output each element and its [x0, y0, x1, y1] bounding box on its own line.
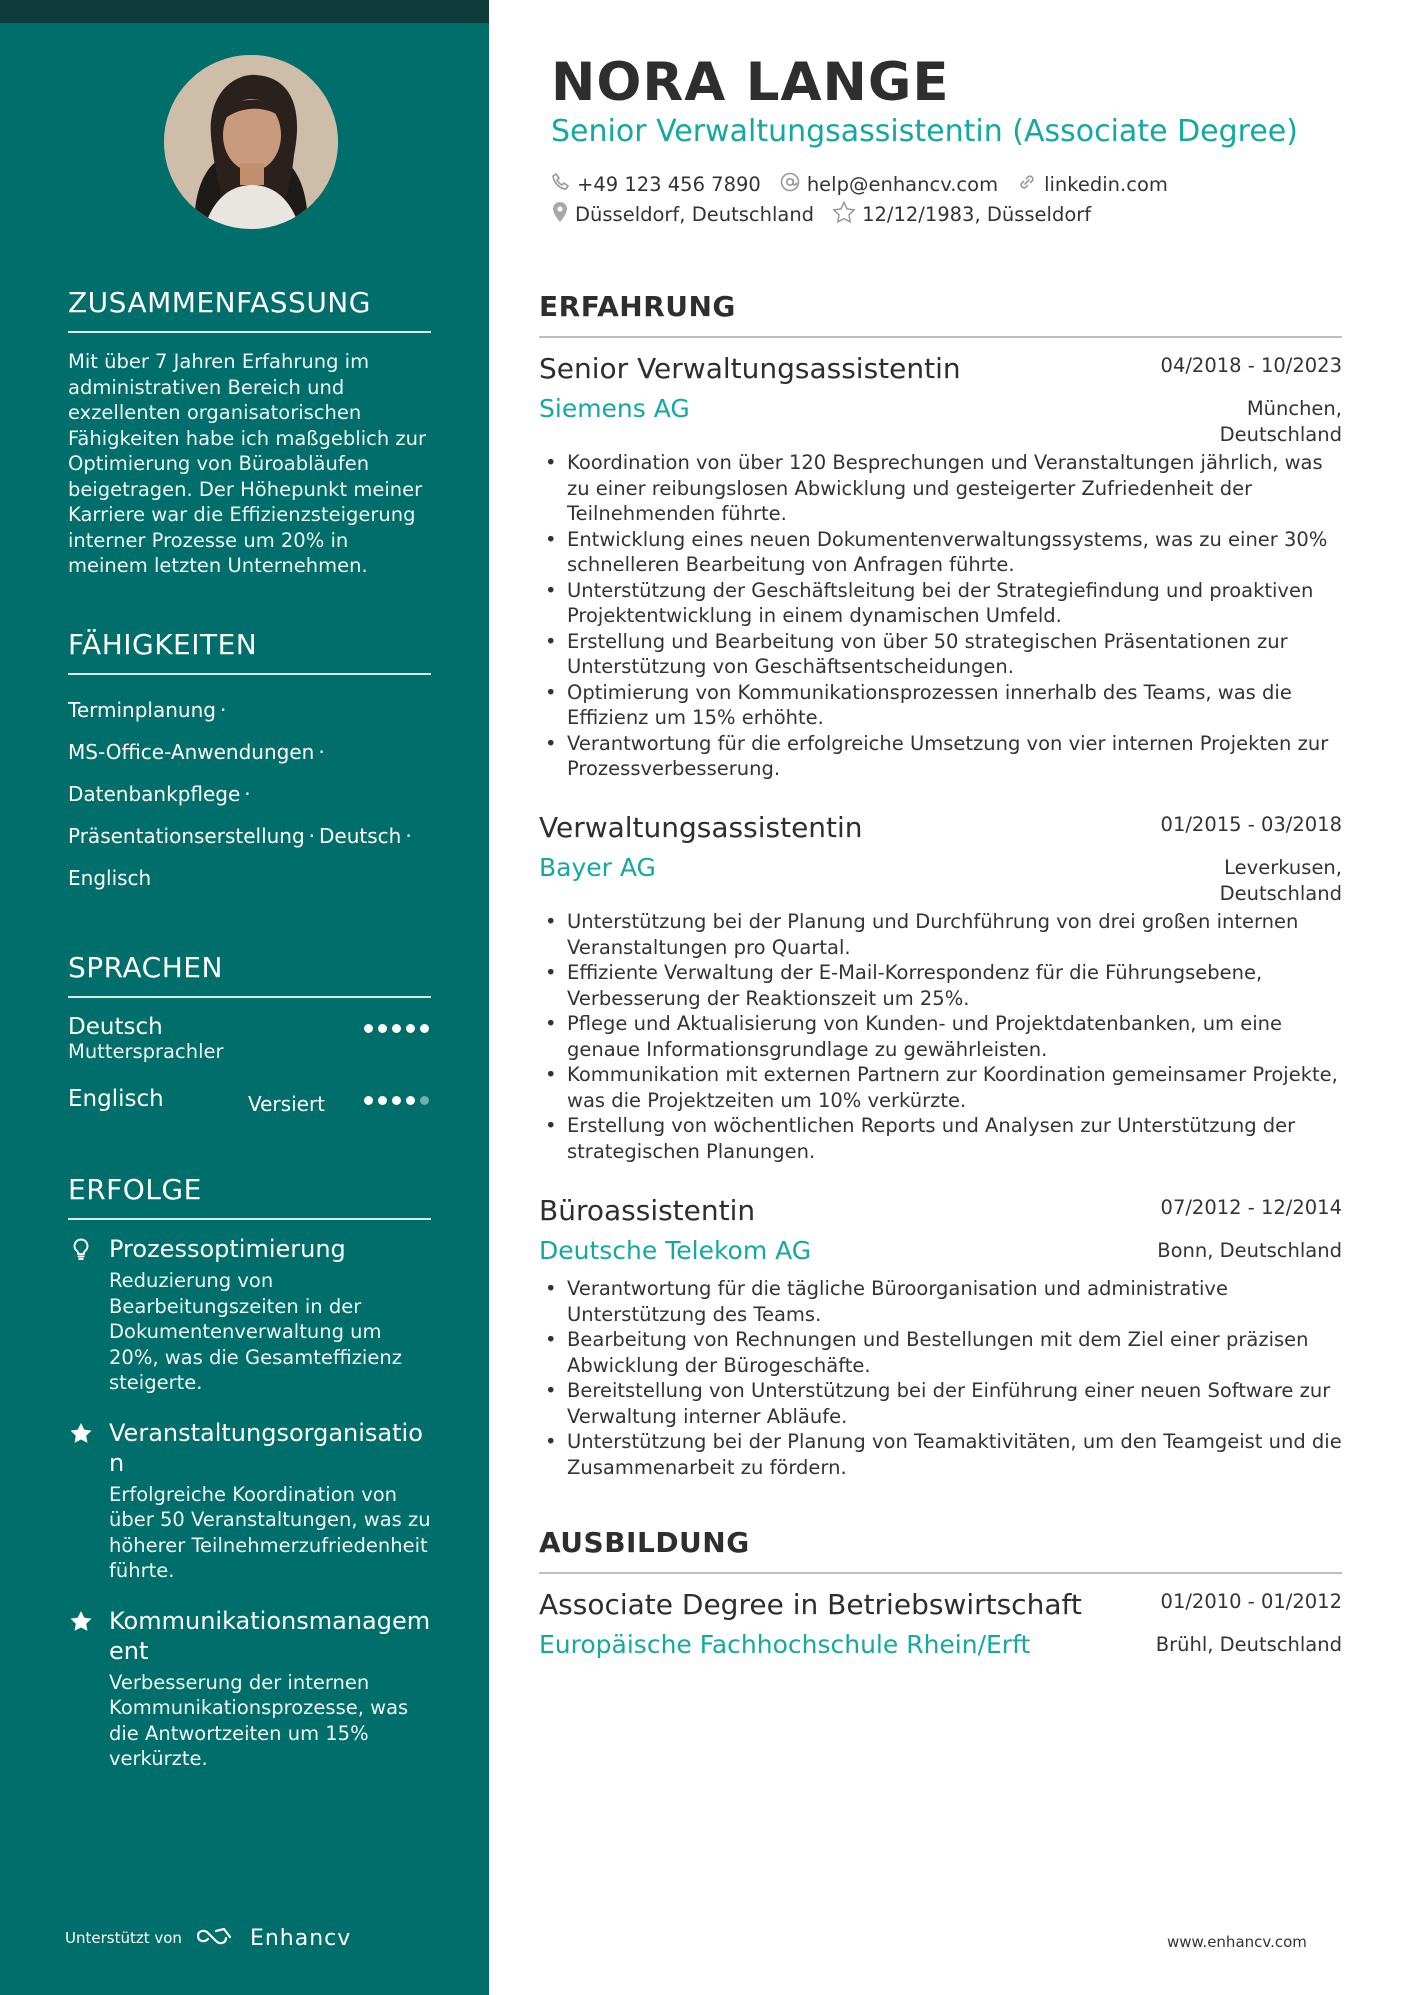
skill-item: Terminplanung	[68, 698, 216, 722]
contact-row	[551, 171, 1186, 198]
job-title: Senior Verwaltungsassistentin	[539, 352, 961, 385]
education-dates: 01/2010 - 01/2012	[1160, 1590, 1342, 1613]
languages-title: SPRACHEN	[68, 951, 431, 998]
star-icon	[68, 1420, 94, 1446]
job-location-line: Leverkusen,	[1224, 856, 1342, 879]
job-bullet: • Entwicklung eines neuen Dokumentenverwaltungssystems, was zu einer 30% schnelleren Bearbeitung von Anfragen führte.	[539, 527, 1342, 578]
rating-dot-filled	[420, 1024, 429, 1033]
location-text: Düsseldorf, Deutschland	[575, 203, 815, 226]
headline: Senior Verwaltungsassistentin (Associate Degree)	[551, 114, 1298, 149]
summary-title: ZUSAMMENFASSUNG	[68, 286, 431, 333]
skill-separator: ·	[405, 824, 412, 848]
job-location-line: München,	[1246, 397, 1342, 420]
achievement-title: Veranstaltungsorganisation	[109, 1418, 423, 1477]
education-title: AUSBILDUNG	[539, 1526, 1342, 1574]
skill-item: Datenbankpflege	[68, 782, 241, 806]
job-dates: 07/2012 - 12/2014	[1160, 1196, 1342, 1219]
sidebar-top-bar	[0, 0, 489, 23]
rating-dot-filled	[392, 1024, 401, 1033]
job-title: Verwaltungsassistentin	[539, 811, 863, 844]
education-entry	[539, 1588, 1342, 1666]
achievement-item	[68, 1606, 431, 1772]
job-location-line: Deutschland	[1219, 422, 1342, 446]
rating-dot-filled	[364, 1024, 373, 1033]
skills-section	[68, 628, 431, 899]
job-dates: 01/2015 - 03/2018	[1160, 813, 1342, 836]
achievement-item	[68, 1234, 431, 1396]
skill-separator: ·	[219, 698, 227, 722]
candidate-name: NORA LANGE	[551, 52, 950, 113]
website-link[interactable]: linkedin.com	[1044, 173, 1168, 196]
summary-section	[68, 286, 431, 579]
skill-separator: ·	[318, 740, 325, 764]
job-bullet: • Unterstützung der Geschäftsleitung bei der Strategiefindung und proaktiven Projektentwicklung in einem dynamischen Umfeld.	[539, 578, 1342, 629]
achievement-text: Erfolgreiche Koordination von über 50 Veranstaltungen, was zu höherer Teilnehmerzufriedenheit führte.	[109, 1482, 431, 1582]
skill-item: MS-Office-Anwendungen	[68, 740, 315, 764]
job-location	[1220, 855, 1342, 906]
job-bullet: • Erstellung von wöchentlichen Reports und Analysen zur Unterstützung der strategischen Planungen.	[539, 1113, 1342, 1164]
language-row	[68, 1086, 431, 1146]
job-bullet: • Bearbeitung von Rechnungen und Bestellungen mit dem Ziel einer präzisen Abwicklung der Bürogeschäfte.	[539, 1327, 1342, 1378]
skill-separator: ·	[244, 782, 251, 806]
brand-name: Enhancv	[249, 1925, 352, 1951]
achievement-title: Kommunikationsmanagement	[109, 1606, 431, 1665]
achievements-title: ERFOLGE	[68, 1173, 431, 1220]
job-entry	[539, 1194, 1342, 1480]
rating-dot-empty	[420, 1096, 429, 1105]
job-bullet: • Kommunikation mit externen Partnern zur Koordination gemeinsamer Projekte, was die Projektzeiten um 10% verkürzte.	[539, 1062, 1342, 1113]
skill-item: Präsentationserstellung	[68, 824, 305, 848]
job-bullet: • Verantwortung für die erfolgreiche Umsetzung von vier internen Projekten zur Prozessverbesserung.	[539, 731, 1342, 782]
job-bullet: • Optimierung von Kommunikationsprozessen innerhalb des Teams, was die Effizienz um 15% erhöhte.	[539, 680, 1342, 731]
skills-title: FÄHIGKEITEN	[68, 628, 431, 675]
language-rating	[364, 1024, 429, 1033]
job-location-line: Deutschland	[1219, 881, 1342, 905]
rating-dot-filled	[406, 1024, 415, 1033]
location-icon	[551, 201, 575, 228]
phone-icon	[551, 172, 577, 197]
skill-item: Deutsch	[319, 824, 402, 848]
degree: Associate Degree in Betriebswirtschaft	[539, 1588, 1082, 1621]
email-link[interactable]: help@enhancv.com	[806, 173, 999, 196]
achievement-item	[68, 1418, 431, 1584]
star-outline-icon	[832, 201, 862, 228]
language-level: Muttersprachler	[68, 1040, 224, 1063]
skill-separator: ·	[308, 824, 316, 848]
experience-title: ERFAHRUNG	[539, 290, 1342, 338]
contact-row	[551, 201, 1109, 228]
job-title: Büroassistentin	[539, 1194, 756, 1227]
school-name: Europäische Fachhochschule Rhein/Erft	[539, 1630, 1031, 1659]
summary-text: Mit über 7 Jahren Erfahrung im administrativen Bereich und exzellenten organisatorischen Fähigkeiten habe ich maßgeblich zur Optimierung von Büroabläufen beigetragen. Der Höhepunkt meiner Karriere war die Effizienzsteigerung interner Prozesse um 20% in meinem letzten Unternehmen.	[68, 350, 427, 577]
job-company: Bayer AG	[539, 853, 656, 882]
language-level: Versiert	[248, 1092, 326, 1116]
sidebar	[0, 0, 489, 1995]
email-icon	[779, 171, 807, 198]
achievements-section	[68, 1173, 431, 1772]
job-location-line: Bonn, Deutschland	[1157, 1239, 1342, 1262]
enhancv-logo-icon	[194, 1925, 238, 1951]
job-location	[1220, 396, 1342, 447]
powered-by-label: Unterstützt von	[65, 1929, 182, 1947]
job-entry	[539, 352, 1342, 782]
job-bullet: • Unterstützung bei der Planung von Teamaktivitäten, um den Teamgeist und die Zusammenarbeit zu fördern.	[539, 1429, 1342, 1480]
language-rating	[364, 1096, 429, 1105]
job-entry	[539, 811, 1342, 1164]
achievement-title: Prozessoptimierung	[109, 1235, 346, 1263]
job-company: Siemens AG	[539, 394, 690, 423]
powered-by-footer	[65, 1925, 351, 1951]
language-name: Englisch	[68, 1086, 164, 1112]
job-bullet: • Bereitstellung von Unterstützung bei der Einführung einer neuen Software zur Verwaltung interner Abläufe.	[539, 1378, 1342, 1429]
rating-dot-filled	[392, 1096, 401, 1105]
rating-dot-filled	[406, 1096, 415, 1105]
job-dates: 04/2018 - 10/2023	[1160, 354, 1342, 377]
rating-dot-filled	[364, 1096, 373, 1105]
job-bullet: • Erstellung und Bearbeitung von über 50 strategischen Präsentationen zur Unterstützung von Geschäftsentscheidungen.	[539, 629, 1342, 680]
lightbulb-icon	[68, 1236, 94, 1262]
job-bullets	[539, 1276, 1342, 1480]
job-bullet: • Unterstützung bei der Planung und Durchführung von drei großen internen Veranstaltungen pro Quartal.	[539, 909, 1342, 960]
achievement-text: Reduzierung von Bearbeitungszeiten in der Dokumentenverwaltung um 20%, was die Gesamteffizienz steigerte.	[109, 1269, 402, 1394]
job-bullets	[539, 450, 1342, 782]
job-bullet: • Pflege und Aktualisierung von Kunden- und Projektdatenbanken, um eine genaue Informationsgrundlage zu gewährleisten.	[539, 1011, 1342, 1062]
languages-section	[68, 951, 431, 1146]
website-footer[interactable]: www.enhancv.com	[1167, 1933, 1307, 1951]
job-bullets	[539, 909, 1342, 1164]
rating-dot-filled	[378, 1024, 387, 1033]
language-row	[68, 1014, 431, 1086]
achievement-text: Verbesserung der internen Kommunikationsprozesse, was die Antwortzeiten um 15% verkürzte.	[109, 1670, 409, 1770]
job-bullet: • Verantwortung für die tägliche Büroorganisation und administrative Unterstützung des Teams.	[539, 1276, 1342, 1327]
job-location	[1157, 1238, 1342, 1264]
birth-text: 12/12/1983, Düsseldorf	[862, 203, 1092, 226]
skill-list	[68, 689, 431, 899]
education-location: Brühl, Deutschland	[1155, 1633, 1342, 1656]
job-company: Deutsche Telekom AG	[539, 1236, 812, 1265]
link-icon	[1016, 171, 1044, 198]
job-bullet: • Koordination von über 120 Besprechungen und Veranstaltungen jährlich, was zu einer reibungslosen Abwicklung und gesteigerter Zufriedenheit der Teilnehmenden führte.	[539, 450, 1342, 527]
job-bullet: • Effiziente Verwaltung der E-Mail-Korrespondenz für die Führungsebene, Verbesserung der Reaktionszeit um 25%.	[539, 960, 1342, 1011]
avatar	[164, 55, 338, 229]
skill-item: Englisch	[68, 866, 152, 890]
phone-text: +49 123 456 7890	[577, 173, 761, 196]
rating-dot-filled	[378, 1096, 387, 1105]
language-name: Deutsch	[68, 1014, 163, 1040]
star-icon	[68, 1608, 94, 1634]
